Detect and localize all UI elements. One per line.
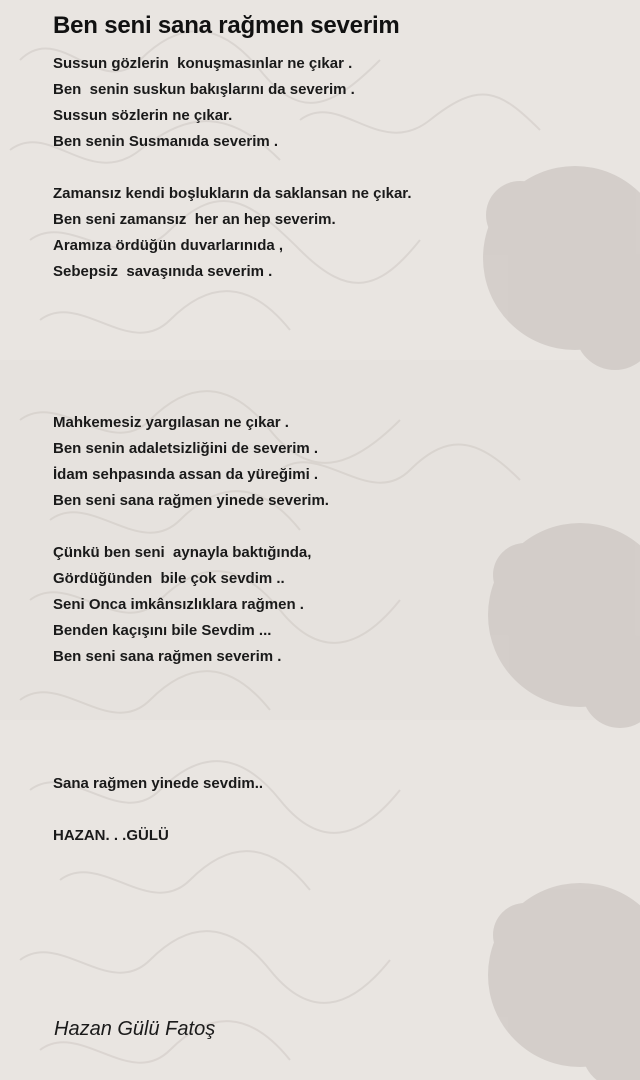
poem-line: Mahkemesiz yargılasan ne çıkar . — [53, 414, 289, 431]
poem-line: Ben seni sana rağmen severim . — [53, 648, 282, 665]
stanza-2 — [53, 181, 411, 285]
poem-signature-line: HAZAN. . .GÜLÜ — [53, 827, 169, 844]
poem-line: Aramıza ördüğün duvarlarınıda , — [53, 237, 284, 254]
poem-line: Sussun gözlerin konuşmasınlar ne çıkar . — [53, 55, 353, 72]
poem-line: Sussun sözlerin ne çıkar. — [53, 107, 233, 124]
stanza-1 — [53, 51, 355, 155]
poem-line: Ben senin Susmanıda severim . — [53, 133, 279, 150]
poem-line: Sana rağmen yinede sevdim.. — [53, 775, 264, 792]
poem-line: Benden kaçışını bile Sevdim ... — [53, 622, 272, 639]
poem-line: Zamansız kendi boşlukların da saklansan ne çıkar. — [53, 185, 412, 202]
poem-title: Ben seni sana rağmen severim — [53, 12, 400, 39]
stanza-5 — [53, 771, 263, 797]
poem-line: Ben seni zamansız her an hep severim. — [53, 211, 336, 228]
poem-line: Ben seni sana rağmen yinede severim. — [53, 492, 329, 509]
poem-line: Ben senin adaletsizliğini de severim . — [53, 440, 319, 457]
poem-line: Seni Onca imkânsızlıklara rağmen . — [53, 596, 304, 613]
poem-line: İdam sehpasında assan da yüreğimi . — [53, 466, 319, 483]
stanza-3 — [53, 410, 329, 514]
stanza-4 — [53, 540, 311, 670]
author-name[interactable]: Hazan Gülü Fatoş — [54, 1018, 216, 1040]
poem-line: Sebepsiz savaşınıda severim . — [53, 263, 273, 280]
poem-line: Çünkü ben seni aynayla baktığında, — [53, 544, 312, 561]
stanza-6 — [53, 823, 169, 849]
poem-line: Ben senin suskun bakışlarını da severim . — [53, 81, 355, 98]
poem-line: Gördüğünden bile çok sevdim .. — [53, 570, 285, 587]
